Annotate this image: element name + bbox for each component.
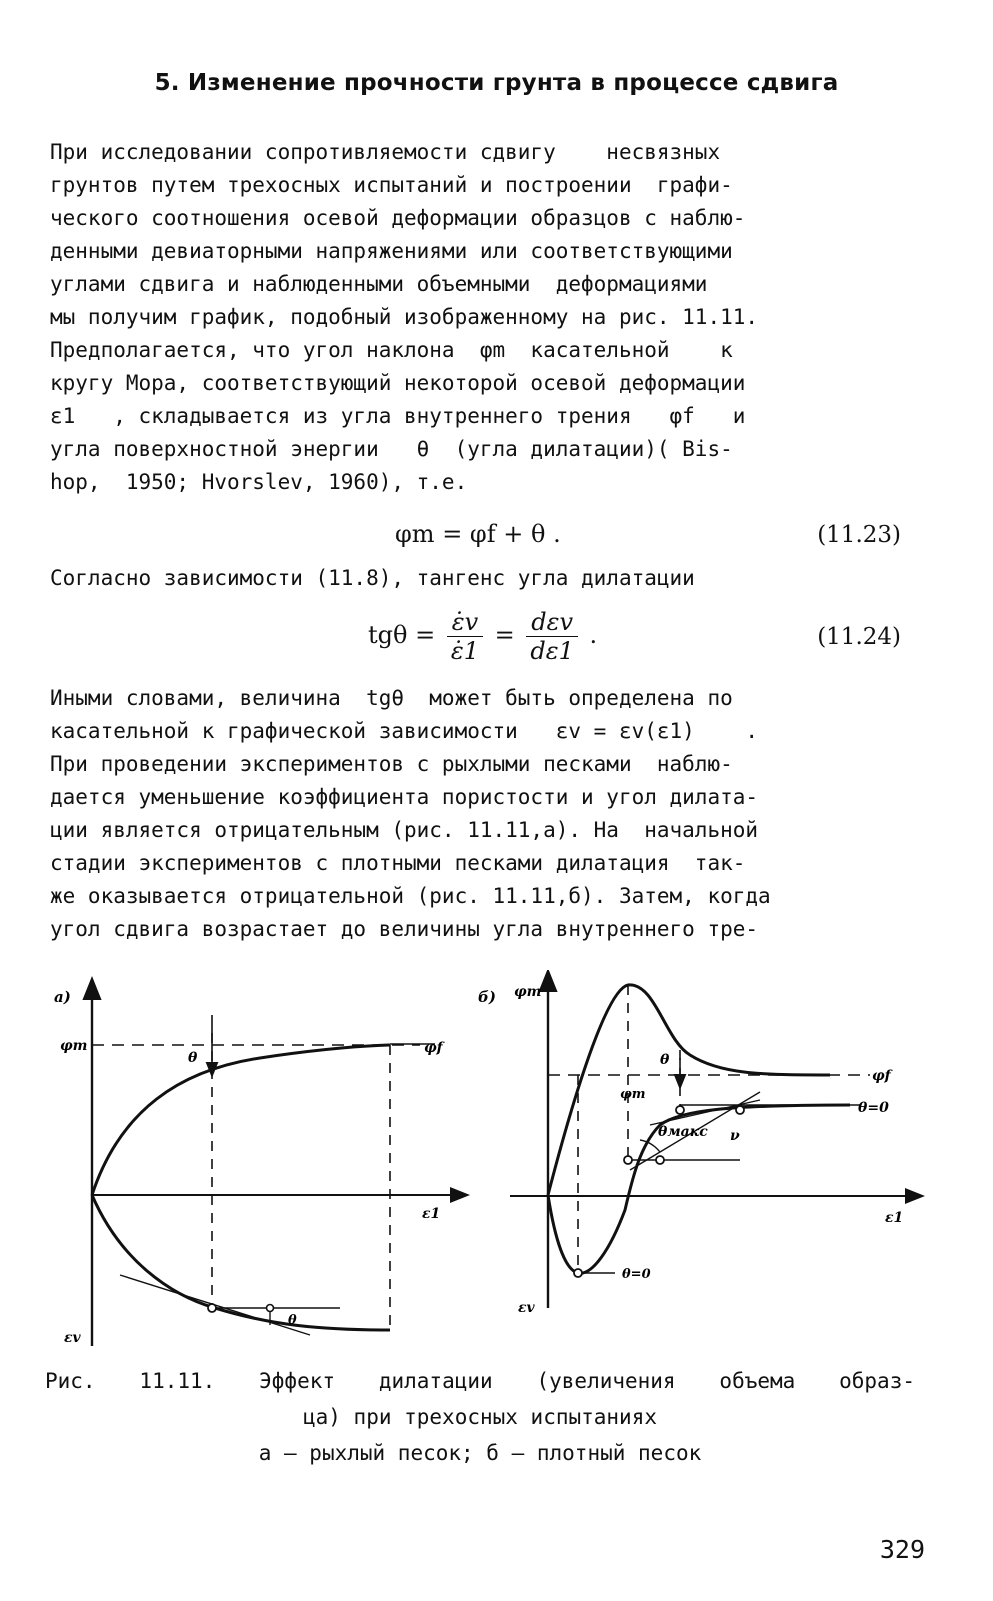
paragraph-line: денными девиаторными напряжениями или соответствующими: [50, 239, 733, 263]
figure-caption: [45, 1363, 915, 1471]
panel-b: [478, 980, 915, 1316]
fraction-denominator: ε̇1: [450, 637, 479, 665]
theta-max-label-b: θмакс: [658, 1124, 708, 1140]
nu-label-b: ν: [730, 1128, 740, 1144]
caption-line: ца) при трехосных испытаниях: [302, 1405, 657, 1429]
paragraph-line: касательной к графической зависимости εv = εv(ε1) .: [50, 719, 759, 743]
paragraph-1: [50, 136, 930, 499]
x-axis-label-a: ε1: [422, 1206, 441, 1222]
page-number: 329: [879, 1535, 925, 1564]
fraction-denominator: dε1: [530, 637, 574, 665]
formula-period: .: [589, 621, 598, 649]
phi-m-inner-label-b: φm: [620, 1087, 646, 1102]
point-marker-b3: [656, 1156, 664, 1164]
paragraph-line: ции является отрицательным (рис. 11.11,а). На начальной: [50, 818, 759, 842]
phi-f-label-a: φf: [424, 1040, 443, 1056]
phi-m-curve-a: [92, 1045, 390, 1195]
figure-11-11: [40, 970, 940, 1350]
paragraph-line: hop, 1950; Hvorslev, 1960), т.е.: [50, 470, 468, 494]
paragraph-transition: [50, 562, 930, 595]
point-marker-b1: [574, 1269, 582, 1277]
x-axis-label-b: ε1: [885, 1210, 904, 1226]
point-marker-a1: [208, 1304, 216, 1312]
paragraph-2: [50, 682, 930, 946]
paragraph-line: Предполагается, что угол наклона φm касательной к: [50, 338, 733, 362]
paragraph-line: При проведении экспериментов с рыхлыми песками наблю-: [50, 752, 733, 776]
formula-equals: =: [494, 621, 515, 649]
panel-b-label: б): [478, 988, 496, 1006]
caption-line: Рис. 11.11. Эффект дилатации (увеличения объема образ-: [45, 1369, 915, 1393]
ev-axis-label-b: εv: [518, 1300, 535, 1316]
phi-f-label-b: φf: [872, 1068, 891, 1084]
paragraph-line: ε1 , складывается из угла внутреннего трения φf и: [50, 404, 746, 428]
paragraph-line: угла поверхностной энергии θ (угла дилатации)( Bis-: [50, 437, 733, 461]
point-marker-a2: [267, 1305, 274, 1312]
theta-zero-label-b: θ=0: [858, 1100, 889, 1116]
paragraph-line: углами сдвига и наблюденными объемными деформациями: [50, 272, 708, 296]
equation-number-11-23: (11.23): [817, 522, 901, 548]
paragraph-line: дается уменьшение коэффициента пористости и угол дилата-: [50, 785, 759, 809]
equation-number-11-24: (11.24): [817, 624, 901, 650]
paragraph-line: стадии экспериментов с плотными песками дилатация так-: [50, 851, 746, 875]
paragraph-line: грунтов путем трехосных испытаний и построении графи-: [50, 173, 733, 197]
point-marker-b5: [736, 1106, 744, 1114]
formula-11-23: φm = φf + θ .: [395, 520, 561, 548]
point-marker-b4: [676, 1106, 684, 1114]
ev-curve-a: [92, 1195, 390, 1330]
fraction-rate: [447, 608, 483, 665]
panel-a: [54, 988, 460, 1346]
fraction-numerator: dεv: [526, 608, 578, 637]
section-heading: 5. Изменение прочности грунта в процессе сдвига: [154, 70, 839, 96]
formula-lhs: tgθ =: [368, 621, 436, 649]
panel-a-label: а): [54, 988, 71, 1006]
paragraph-line: кругу Мора, соответствующий некоторой осевой деформации: [50, 371, 746, 395]
paragraph-line: мы получим график, подобный изображенному на рис. 11.11.: [50, 305, 759, 329]
fraction-differential: [526, 608, 578, 665]
paragraph-line: же оказывается отрицательной (рис. 11.11,б). Затем, когда: [50, 884, 771, 908]
theta-lower-label-a: θ: [288, 1313, 297, 1328]
formula-11-24: [368, 608, 597, 665]
paragraph-line: ческого соотношения осевой деформации образцов с наблю-: [50, 206, 746, 230]
paragraph-line: При исследовании сопротивляемости сдвигу несвязных: [50, 140, 721, 164]
ev-axis-label-a: εv: [64, 1330, 81, 1346]
phi-m-curve-b: [548, 985, 830, 1195]
paragraph-line: Иными словами, величина tgθ может быть определена по: [50, 686, 733, 710]
point-marker-b2: [624, 1156, 632, 1164]
theta-zero-lower-label-b: θ=0: [622, 1267, 651, 1282]
paragraph-line: Согласно зависимости (11.8), тангенс угла дилатации: [50, 566, 695, 590]
caption-line: а – рыхлый песок; б – плотный песок: [258, 1441, 702, 1465]
theta-label-a: θ: [188, 1050, 198, 1066]
theta-label-b: θ: [660, 1052, 670, 1068]
paragraph-line: угол сдвига возрастает до величины угла внутреннего тре-: [50, 917, 759, 941]
phi-m-axis-label-a: φm: [60, 1038, 88, 1054]
phi-m-axis-label-b: φm: [514, 984, 542, 1000]
fraction-numerator: ε̇v: [447, 608, 483, 637]
